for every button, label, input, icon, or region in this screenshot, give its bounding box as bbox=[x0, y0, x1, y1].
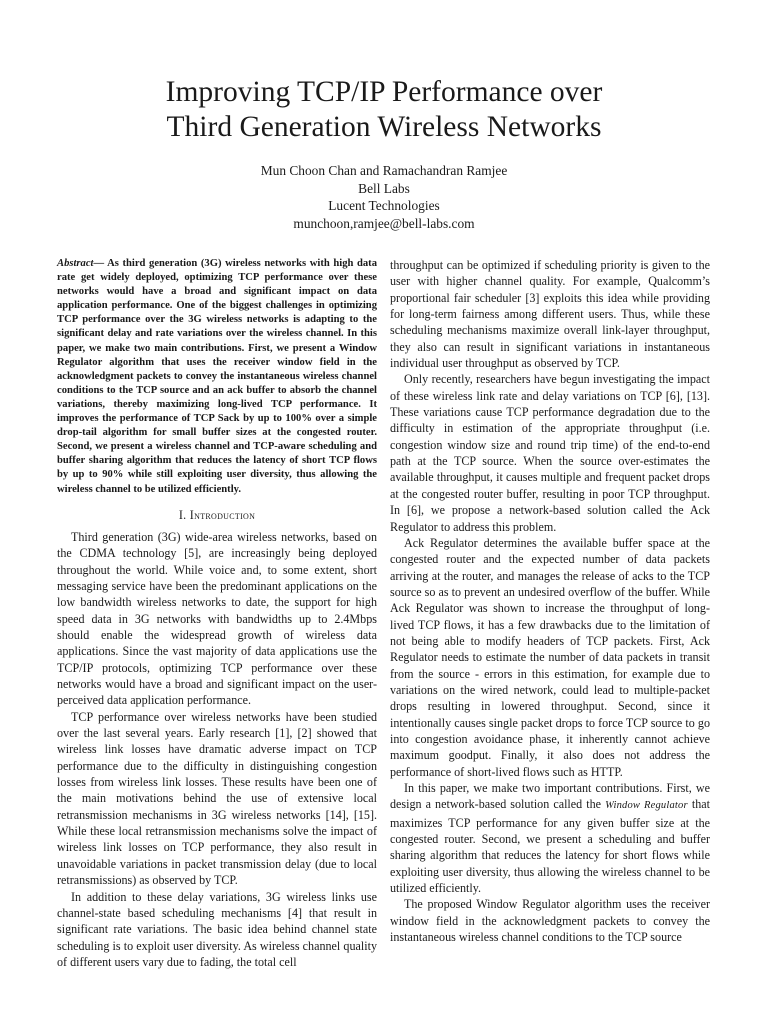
abstract-dash: — bbox=[93, 258, 108, 269]
author-block bbox=[0, 162, 768, 232]
title-line-1: Improving TCP/IP Performance over bbox=[165, 76, 603, 108]
abstract bbox=[57, 257, 377, 497]
author-email[interactable]: munchoon,ramjee@bell-labs.com bbox=[293, 215, 475, 231]
abstract-text: As third generation (3G) wireless networks with high data rate get widely deployed, optimizing TCP performance over these networks would have a broad and significant impact on data application performance. One of the biggest challenges in optimizing TCP performance over the 3G wireless networks is adapting to the significant delay and rate variations over the wireless channel. In this paper, we make two main contributions. First, we present a Window Regulator algorithm that uses the receiver window field in the acknowledgment packets to convey the instantaneous wireless channel conditions to the TCP source and an ack buffer to absorb the channel variations, thereby maximizing long-lived TCP performance. It improves the performance of TCP Sack by up to 100% over a simple drop-tail algorithm for small buffer sizes at the congested router. Second, we present a wireless channel and TCP-aware scheduling and buffer sharing algorithm that reduces the latency of short TCP flows by up to 90% while still exploiting user diversity, thus allowing the wireless channel to be utilized efficiently. bbox=[57, 258, 377, 495]
left-column bbox=[57, 257, 377, 970]
contribution-text-before: In this paper, we make two important contributions. First, we design a network-based solution called the bbox=[390, 781, 710, 812]
affiliation-company: Lucent Technologies bbox=[328, 198, 440, 213]
intro-paragraph-7: The proposed Window Regulator algorithm uses the receiver window field in the acknowledgment packets to convey the instantaneous wireless channel conditions to the TCP source bbox=[390, 897, 710, 945]
intro-paragraph-3: In addition to these delay variations, 3G wireless links use channel-state based scheduling mechanisms [4] that result in significant rate variations. The basic idea behind channel state scheduling is to exploit user diversity. As wireless channel quality of different users vary due to fading, the total cell bbox=[57, 889, 377, 969]
window-regulator-term: Window Regulator bbox=[605, 800, 688, 812]
intro-paragraph-6 bbox=[390, 780, 710, 896]
paper-title bbox=[0, 75, 768, 145]
right-column bbox=[390, 257, 710, 945]
intro-paragraph-2: TCP performance over wireless networks have been studied over the last several years. Early research [1], [2] showed that wireless link losses have dramatic adverse impact on TCP performance due to the difficulty in distinguishing congestion losses from wireless link losses. These results have been one of the main motivations behind the use of extensive local retransmission mechanisms in 3G wireless networks [14], [15]. While these local retransmission mechanisms solve the impact of wireless link losses on TCP performance, they also result in unavoidable variations in packet transmission delay (due to local retransmissions) as observed by TCP. bbox=[57, 709, 377, 888]
intro-paragraph-3-continued: throughput can be optimized if scheduling priority is given to the user with higher channel quality. For example, Qualcomm’s proportional fair scheduler [3] exploits this idea while providing for long-term fairness among different users. Thus, while these scheduling mechanisms maximize overall link-layer throughput, they also can result in significant variations in instantaneous individual user throughput as observed by TCP. bbox=[390, 258, 710, 371]
author-names: Mun Choon Chan and Ramachandran Ramjee bbox=[260, 163, 508, 178]
intro-paragraph-1: Third generation (3G) wide-area wireless networks, based on the CDMA technology [5], are increasingly being deployed throughout the world. While voice and, to some extent, short messaging service have been the predominant applications on the low bandwidth wireless networks to date, the support for high speed data in 3G networks with bandwidths up to 2.4Mbps should enable the widespread growth of wireless data applications. Since the vast majority of data applications use the TCP/IP protocols, optimizing TCP performance over these networks would have a broad and significant impact on the user-perceived data application performance. bbox=[57, 529, 377, 708]
abstract-label: Abstract bbox=[57, 258, 94, 269]
contribution-text-after: that maximizes TCP performance for any given buffer size at the congested router. Second, we present a scheduling and buffer sharing algorithm that reduces the latency for short flows while exploiting user diversity, thus allowing the wireless channel to be utilized efficiently. bbox=[390, 797, 710, 896]
affiliation-lab: Bell Labs bbox=[358, 180, 410, 196]
intro-paragraph-5: Ack Regulator determines the available buffer space at the congested router and the expected number of data packets arriving at the router, and manages the release of acks to the TCP source so as to prevent an undesired overflow of the buffer. While Ack Regulator was shown to increase the throughput of long-lived TCP flows, it has a few drawbacks due to the limitation of not being able to modify headers of TCP packets. First, Ack Regulator needs to estimate the number of data packets in transit from the source - errors in this estimation, for example due to variations on the wired network, could lead to multiple-packet drops resulting in lowered throughput. Second, since it intentionally causes single packet drops to force TCP source to go into congestion avoidance phase, it inherently cannot achieve maximum goodput. Finally, it also does not address the performance of short-lived flows such as HTTP. bbox=[390, 535, 710, 779]
section-heading-introduction: I. Introduction bbox=[178, 507, 256, 522]
title-line-2: Third Generation Wireless Networks bbox=[166, 111, 602, 143]
intro-paragraph-4: Only recently, researchers have begun investigating the impact of these wireless link rate and delay variations on TCP [6], [13]. These variations cause TCP performance degradation due to the difficulty in estimation of the appropriate throughput (i.e. congestion window size and round trip time) of the end-to-end path at the TCP source. When the source over-estimates the available throughput, it causes multiple and frequent packet drops at the congested router buffer, resulting in poor TCP throughput. In [6], we propose a network-based solution called the Ack Regulator to address this problem. bbox=[390, 372, 710, 534]
